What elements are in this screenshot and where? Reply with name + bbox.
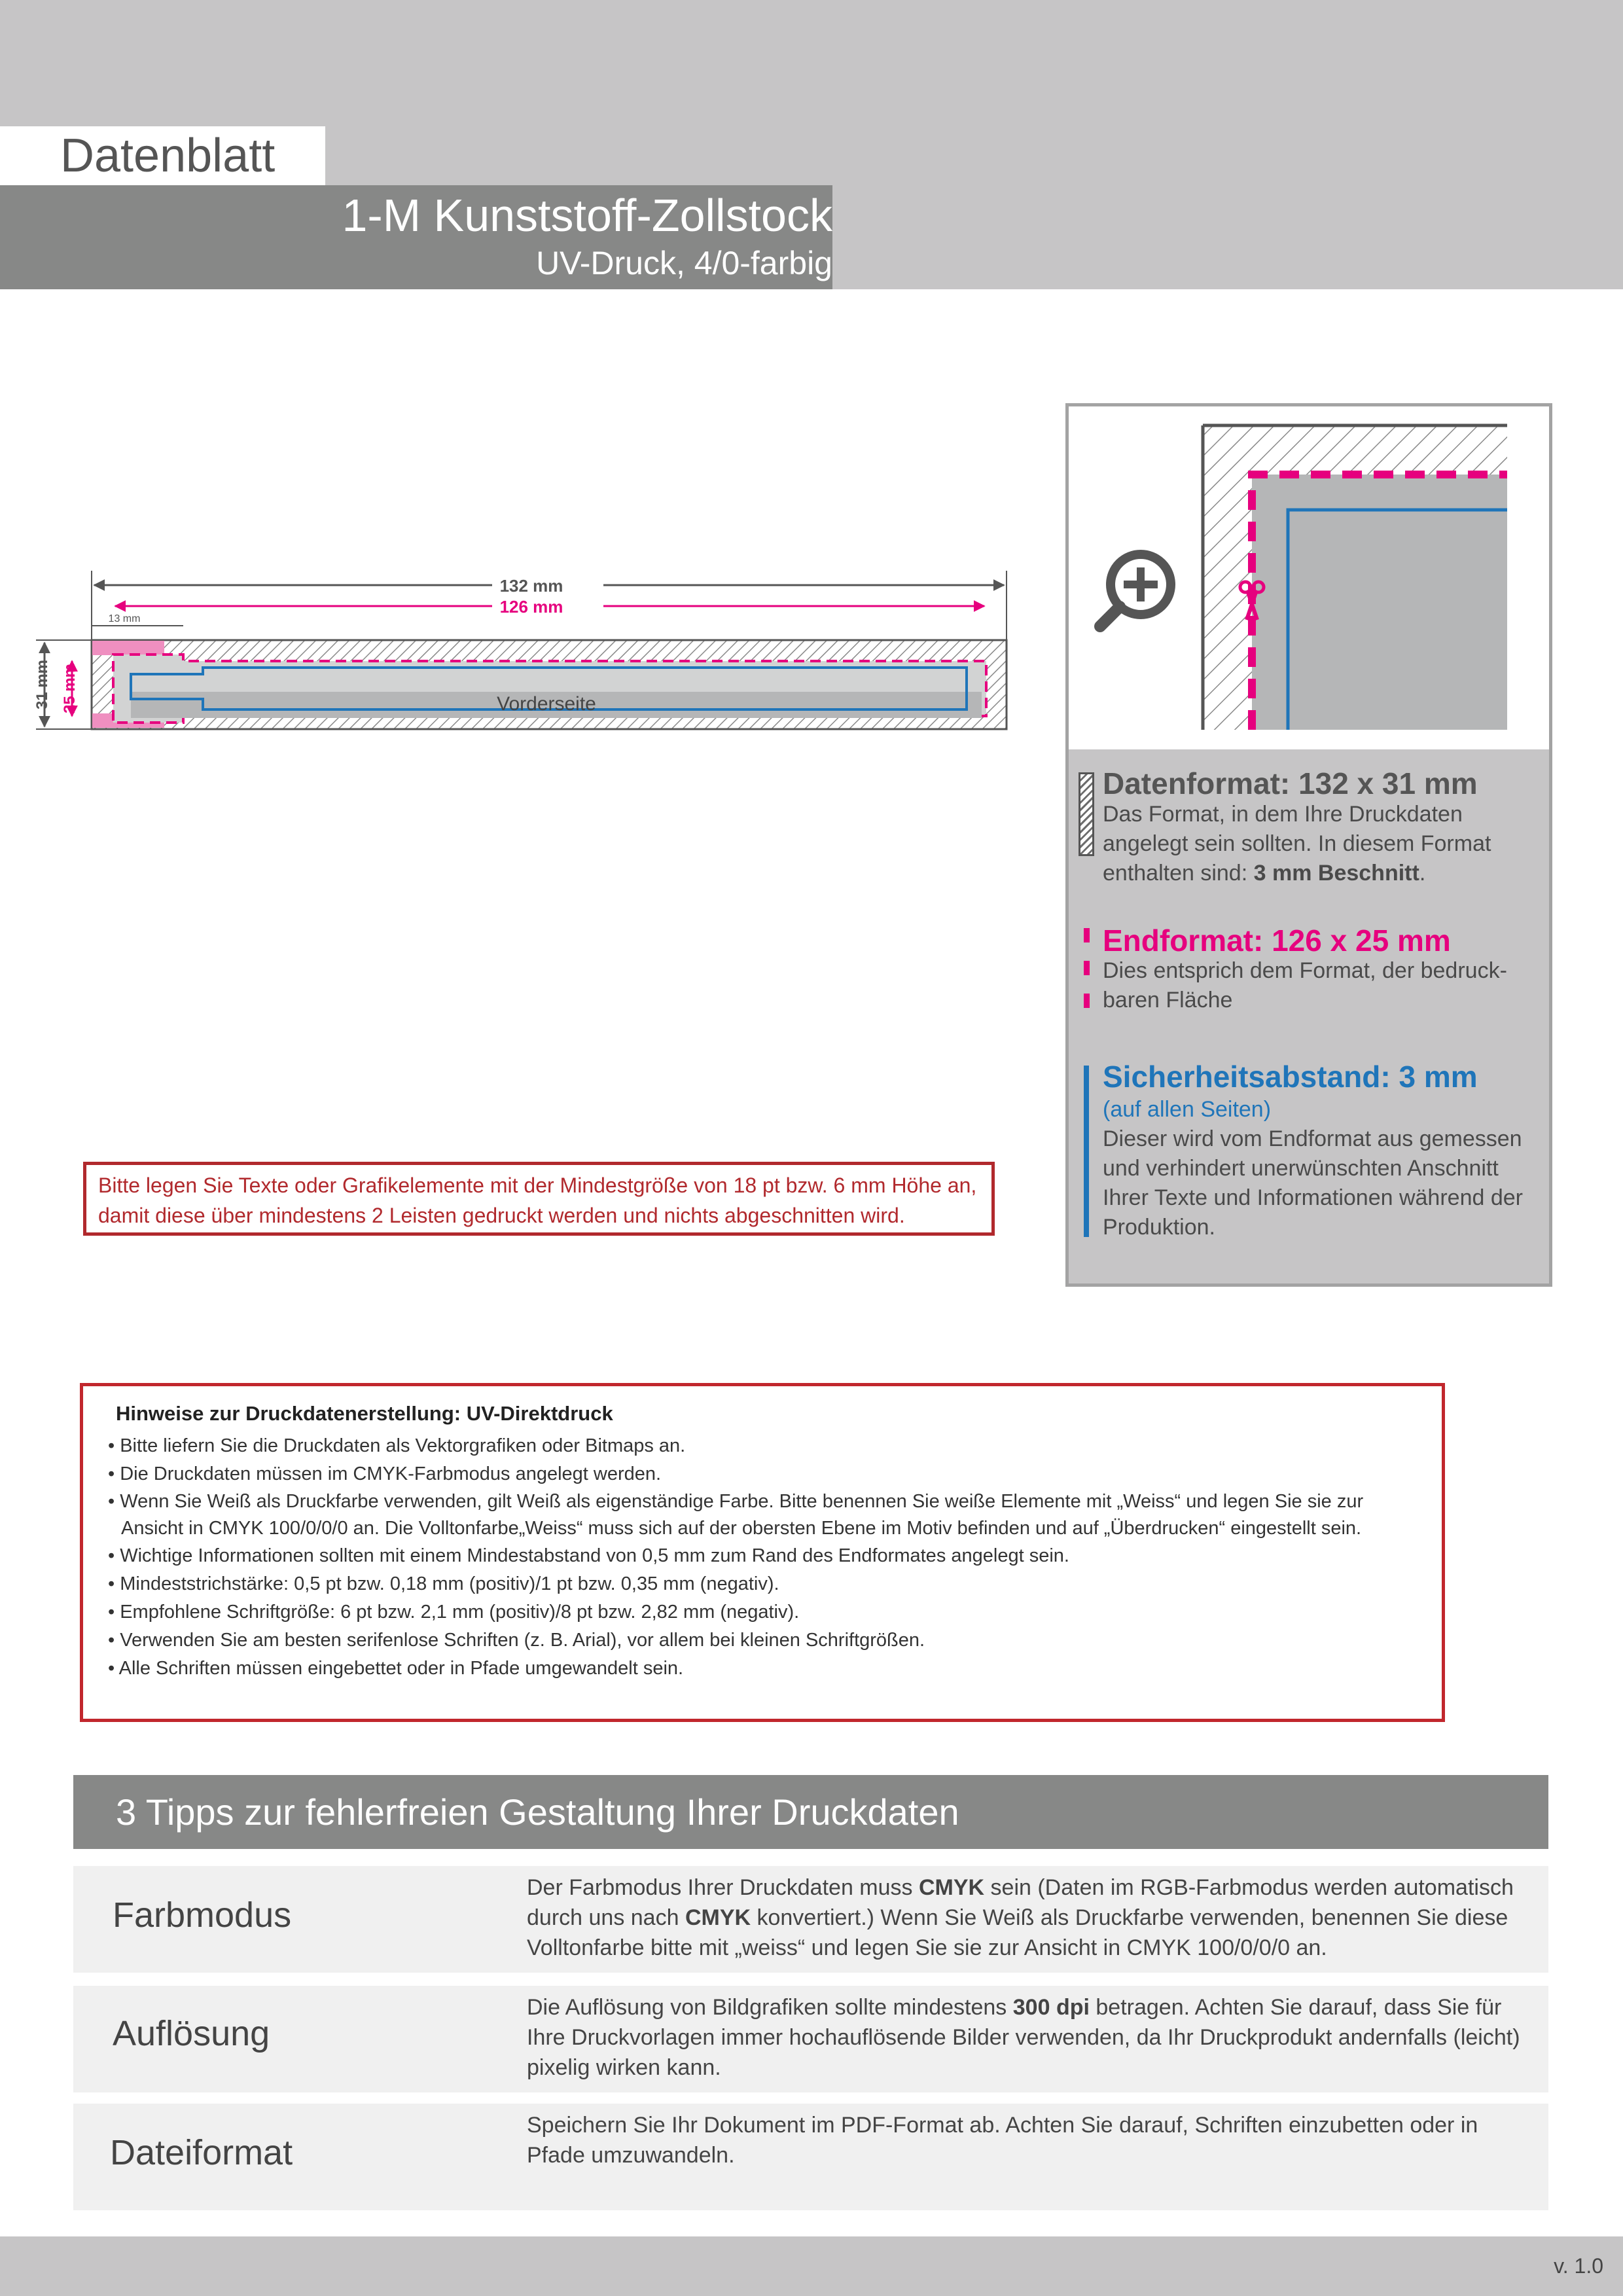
- hint-item: • Empfohlene Schriftgröße: 6 pt bzw. 2,1 mm (positiv)/8 pt bzw. 2,82 mm (negativ).: [108, 1598, 1404, 1626]
- hints-title: Hinweise zur Druckdatenerstellung: UV-Direktdruck: [116, 1402, 613, 1425]
- tips-title: 3 Tipps zur fehlerfreien Gestaltung Ihrer Druckdaten: [116, 1791, 959, 1833]
- tip-label-aufloesung: Auflösung: [113, 2014, 270, 2053]
- hint-item: • Alle Schriften müssen eingebettet oder in Pfade umgewandelt sein.: [108, 1655, 1404, 1683]
- footer-band: [0, 2236, 1623, 2296]
- dim-label-31: 31 mm: [33, 659, 51, 710]
- product-subtitle: UV-Druck, 4/0-farbig: [536, 245, 832, 281]
- tip-label-farbmodus: Farbmodus: [113, 1895, 292, 1935]
- magnifier-plus-icon: [1100, 554, 1171, 626]
- endformat-marker-3: [1084, 994, 1090, 1008]
- dim-label-25: 25 mm: [61, 663, 79, 714]
- endformat-title: Endformat: 126 x 25 mm: [1103, 924, 1451, 958]
- sicherheit-title: Sicherheitsabstand: 3 mm: [1103, 1060, 1478, 1094]
- hint-item: • Wichtige Informationen sollten mit einem Mindestabstand von 0,5 mm zum Rand des Endformates angelegt sein.: [108, 1542, 1404, 1570]
- hint-item: • Verwenden Sie am besten serifenlose Schriften (z. B. Arial), vor allem bei kleinen Schriftgrößen.: [108, 1626, 1404, 1655]
- diagram-pink-tab-top: [92, 641, 164, 655]
- datenformat-text: Das Format, in dem Ihre Druckdaten angelegt sein sollten. In diesem Format enthalten sind: 3 mm Beschnitt.: [1103, 802, 1491, 886]
- tip-text-aufloesung: Die Auflösung von Bildgrafiken sollte mindestens 300 dpi betragen. Achten Sie darauf, dass Sie für Ihre Druckvorlagen immer hochauflösende Bilder verwenden, da Ihr Druckprodukt andernfalls (leicht) pixelig wirken kann.: [527, 1995, 1520, 2080]
- tip-row-dateiformat: [73, 2104, 1548, 2210]
- endformat-marker-2: [1084, 961, 1090, 975]
- diagram-front-label: Vorderseite: [497, 693, 596, 715]
- hint-item: • Wenn Sie Weiß als Druckfarbe verwenden, gilt Weiß als eigenständige Farbe. Bitte benennen Sie weiße Elemente mit „Weiss“ und legen Sie sie zur Ansicht in CMYK 100/0/0/0 an. Die Volltonfarbe„Weiss“ muss sich auf der obersten Ebene im Motiv befinden und auf „Überdrucken“ eingestellt sein.: [108, 1488, 1404, 1542]
- tip-text-dateiformat: Speichern Sie Ihr Dokument im PDF-Format ab. Achten Sie darauf, Schriften einzubetten oder in Pfade umzuwandeln.: [527, 2113, 1478, 2168]
- datenformat-marker: [1079, 772, 1094, 856]
- doc-type-label: Datenblatt: [60, 130, 276, 182]
- format-diagram: [26, 563, 1034, 838]
- dim-label-126: 126 mm: [499, 597, 563, 617]
- hints-box: [80, 1383, 1445, 1722]
- hint-item: • Mindeststrichstärke: 0,5 pt bzw. 0,18 mm (positiv)/1 pt bzw. 0,35 mm (negativ).: [108, 1570, 1404, 1598]
- tip-label-dateiformat: Dateiformat: [110, 2133, 293, 2172]
- tip-row-farbmodus: [73, 1866, 1548, 1973]
- warning-text: Bitte legen Sie Texte oder Grafikelemente mit der Mindestgröße von 18 pt bzw. 6 mm Höhe an, damit diese über mindestens 2 Leisten gedruckt werden und nichts abgeschnitten wird.: [98, 1174, 977, 1227]
- endformat-marker-1: [1084, 928, 1090, 942]
- sicherheit-subtitle: (auf allen Seiten): [1103, 1097, 1272, 1122]
- version-label: v. 1.0: [1554, 2254, 1603, 2278]
- zoom-detail-graphic: [1069, 406, 1549, 749]
- endformat-text: Dies entsprich dem Format, der bedruck-baren Fläche: [1103, 958, 1507, 1013]
- dim-label-13: 13 mm: [108, 613, 141, 624]
- hint-item: • Die Druckdaten müssen im CMYK-Farbmodus angelegt werden.: [108, 1460, 1404, 1488]
- product-title: 1-M Kunststoff-Zollstock: [342, 190, 832, 241]
- hint-item: • Bitte liefern Sie die Druckdaten als Vektorgrafiken oder Bitmaps an.: [108, 1432, 1404, 1460]
- datenformat-title: Datenformat: 132 x 31 mm: [1103, 766, 1478, 800]
- tip-row-aufloesung: [73, 1986, 1548, 2092]
- dim-label-132: 132 mm: [499, 576, 563, 596]
- tip-text-farbmodus: Der Farbmodus Ihrer Druckdaten muss CMYK sein (Daten im RGB-Farbmodus werden automatisch durch uns nach CMYK konvertiert.) Wenn Sie Weiß als Druckfarbe verwenden, benennen Sie diese Volltonfarbe bitte mit „weiss“ und legen Sie sie zur Ansicht in CMYK 100/0/0/0 an.: [527, 1875, 1514, 1960]
- warning-box: [83, 1162, 995, 1236]
- sicherheit-marker: [1084, 1066, 1089, 1237]
- sicherheit-text: Dieser wird vom Endformat aus gemessen und verhindert unerwünschten Anschnitt Ihrer Texte und Informationen während der Produktion.: [1103, 1126, 1523, 1240]
